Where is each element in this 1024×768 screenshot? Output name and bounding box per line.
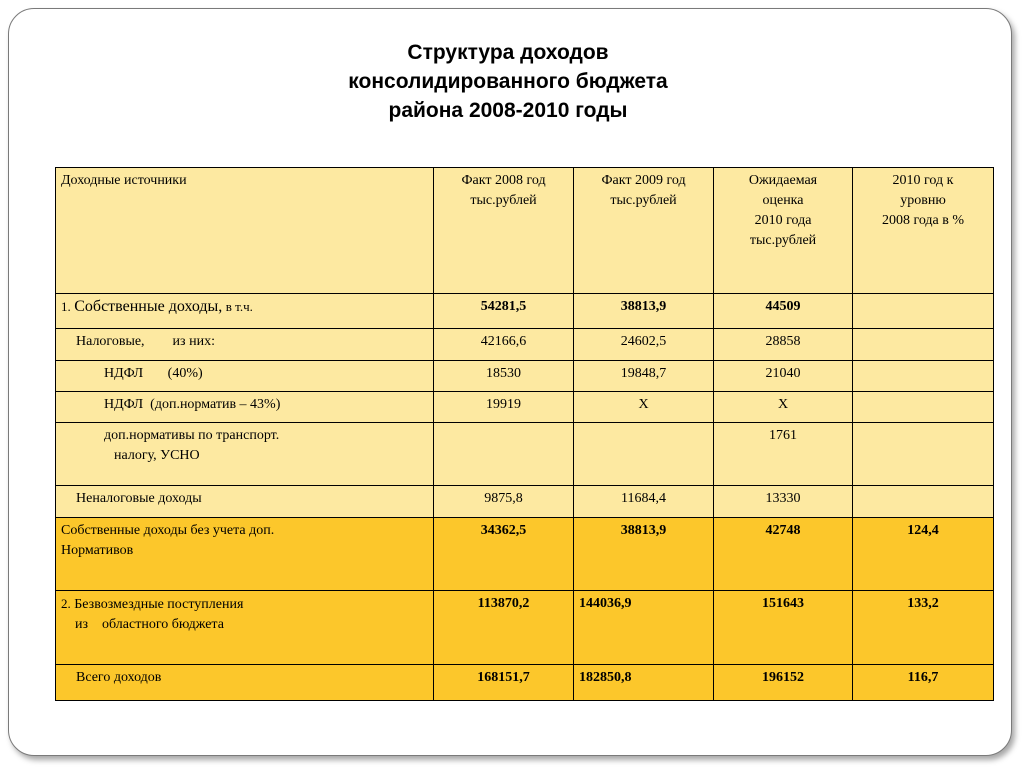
table-row xyxy=(56,591,994,665)
row-label-ndfl-40: НДФЛ (40%) xyxy=(56,361,434,392)
cell-percent: 124,4 xyxy=(853,518,994,591)
cell-percent xyxy=(853,294,994,329)
cell-2010: 151643 xyxy=(714,591,853,665)
header-fact-2008 xyxy=(434,168,574,294)
cell-2010: 28858 xyxy=(714,329,853,361)
header-fact-2009-line2: тыс.рублей xyxy=(610,193,677,208)
cell-2008: 9875,8 xyxy=(434,486,574,518)
header-fact-2008-line2: тыс.рублей xyxy=(470,193,537,208)
cell-2009: 38813,9 xyxy=(574,518,714,591)
cell-2009: 182850,8 xyxy=(574,665,714,701)
header-percent-2010-vs-2008 xyxy=(853,168,994,294)
row-label-own-revenue-excl xyxy=(56,518,434,591)
title-line-1: Структура доходов xyxy=(407,41,609,64)
title-line-2: консолидированного бюджета xyxy=(348,70,668,93)
header-fact-2008-line1: Факт 2008 год xyxy=(461,173,546,188)
table-row xyxy=(56,665,994,701)
revenue-table xyxy=(55,167,994,701)
row-label-transfers xyxy=(56,591,434,665)
row-label-total: Всего доходов xyxy=(56,665,434,701)
header-expected-line2: оценка xyxy=(762,193,804,208)
cell-2010: 21040 xyxy=(714,361,853,392)
table-header-row xyxy=(56,168,994,294)
row-label-line1: доп.нормативы по транспорт. xyxy=(104,428,280,443)
table-row xyxy=(56,329,994,361)
slide-title xyxy=(0,38,1016,125)
header-fact-2009 xyxy=(574,168,714,294)
header-expected-2010 xyxy=(714,168,853,294)
cell-2010: 44509 xyxy=(714,294,853,329)
cell-2009: Х xyxy=(574,392,714,423)
cell-2009 xyxy=(574,423,714,486)
row-label-ndfl-additional: НДФЛ (доп.норматив – 43%) xyxy=(56,392,434,423)
row-label-line2: налогу, УСНО xyxy=(114,448,200,463)
row-label-line1: Собственные доходы без учета доп. xyxy=(61,523,275,538)
header-percent-line3: 2008 года в % xyxy=(881,213,965,228)
row-label-transport-tax xyxy=(56,423,434,486)
header-expected-line1: Ожидаемая xyxy=(748,173,818,188)
row-number: 1. xyxy=(61,299,71,314)
header-fact-2009-line1: Факт 2009 год xyxy=(601,173,686,188)
row-label-own-revenue xyxy=(56,294,434,329)
row-label-tax: Налоговые, из них: xyxy=(56,329,434,361)
cell-2008 xyxy=(434,423,574,486)
header-percent-line2: уровню xyxy=(900,193,946,208)
row-label-line2: Нормативов xyxy=(61,543,134,558)
table-row xyxy=(56,294,994,329)
cell-2010: Х xyxy=(714,392,853,423)
cell-2009: 38813,9 xyxy=(574,294,714,329)
row-label-text: Собственные доходы, xyxy=(74,298,223,315)
table-row xyxy=(56,392,994,423)
header-percent-line1: 2010 год к xyxy=(892,173,954,188)
title-line-3: района 2008-2010 годы xyxy=(388,99,628,122)
cell-2009: 24602,5 xyxy=(574,329,714,361)
row-label-line2: из областного бюджета xyxy=(75,617,224,632)
cell-2008: 42166,6 xyxy=(434,329,574,361)
cell-percent xyxy=(853,361,994,392)
cell-2008: 34362,5 xyxy=(434,518,574,591)
cell-percent xyxy=(853,329,994,361)
cell-percent: 116,7 xyxy=(853,665,994,701)
table-row xyxy=(56,423,994,486)
cell-2008: 168151,7 xyxy=(434,665,574,701)
cell-2009: 19848,7 xyxy=(574,361,714,392)
row-label-text: Безвозмездные поступления xyxy=(74,597,244,612)
header-expected-line4: тыс.рублей xyxy=(749,233,817,248)
cell-2010: 42748 xyxy=(714,518,853,591)
table-row xyxy=(56,518,994,591)
cell-2008: 19919 xyxy=(434,392,574,423)
cell-2008: 54281,5 xyxy=(434,294,574,329)
row-number: 2. xyxy=(61,596,71,611)
table-row xyxy=(56,486,994,518)
row-label-suffix: в т.ч. xyxy=(225,299,253,314)
row-label-line1 xyxy=(61,594,428,615)
cell-2010: 1761 xyxy=(714,423,853,486)
cell-2010: 13330 xyxy=(714,486,853,518)
cell-percent: 133,2 xyxy=(853,591,994,665)
cell-2010: 196152 xyxy=(714,665,853,701)
cell-percent xyxy=(853,486,994,518)
row-label-non-tax: Неналоговые доходы xyxy=(56,486,434,518)
cell-2009: 11684,4 xyxy=(574,486,714,518)
cell-percent xyxy=(853,423,994,486)
cell-2009: 144036,9 xyxy=(574,591,714,665)
cell-2008: 113870,2 xyxy=(434,591,574,665)
cell-2008: 18530 xyxy=(434,361,574,392)
cell-percent xyxy=(853,392,994,423)
header-sources: Доходные источники xyxy=(56,168,434,294)
header-expected-line3: 2010 года xyxy=(754,213,812,228)
table-row xyxy=(56,361,994,392)
